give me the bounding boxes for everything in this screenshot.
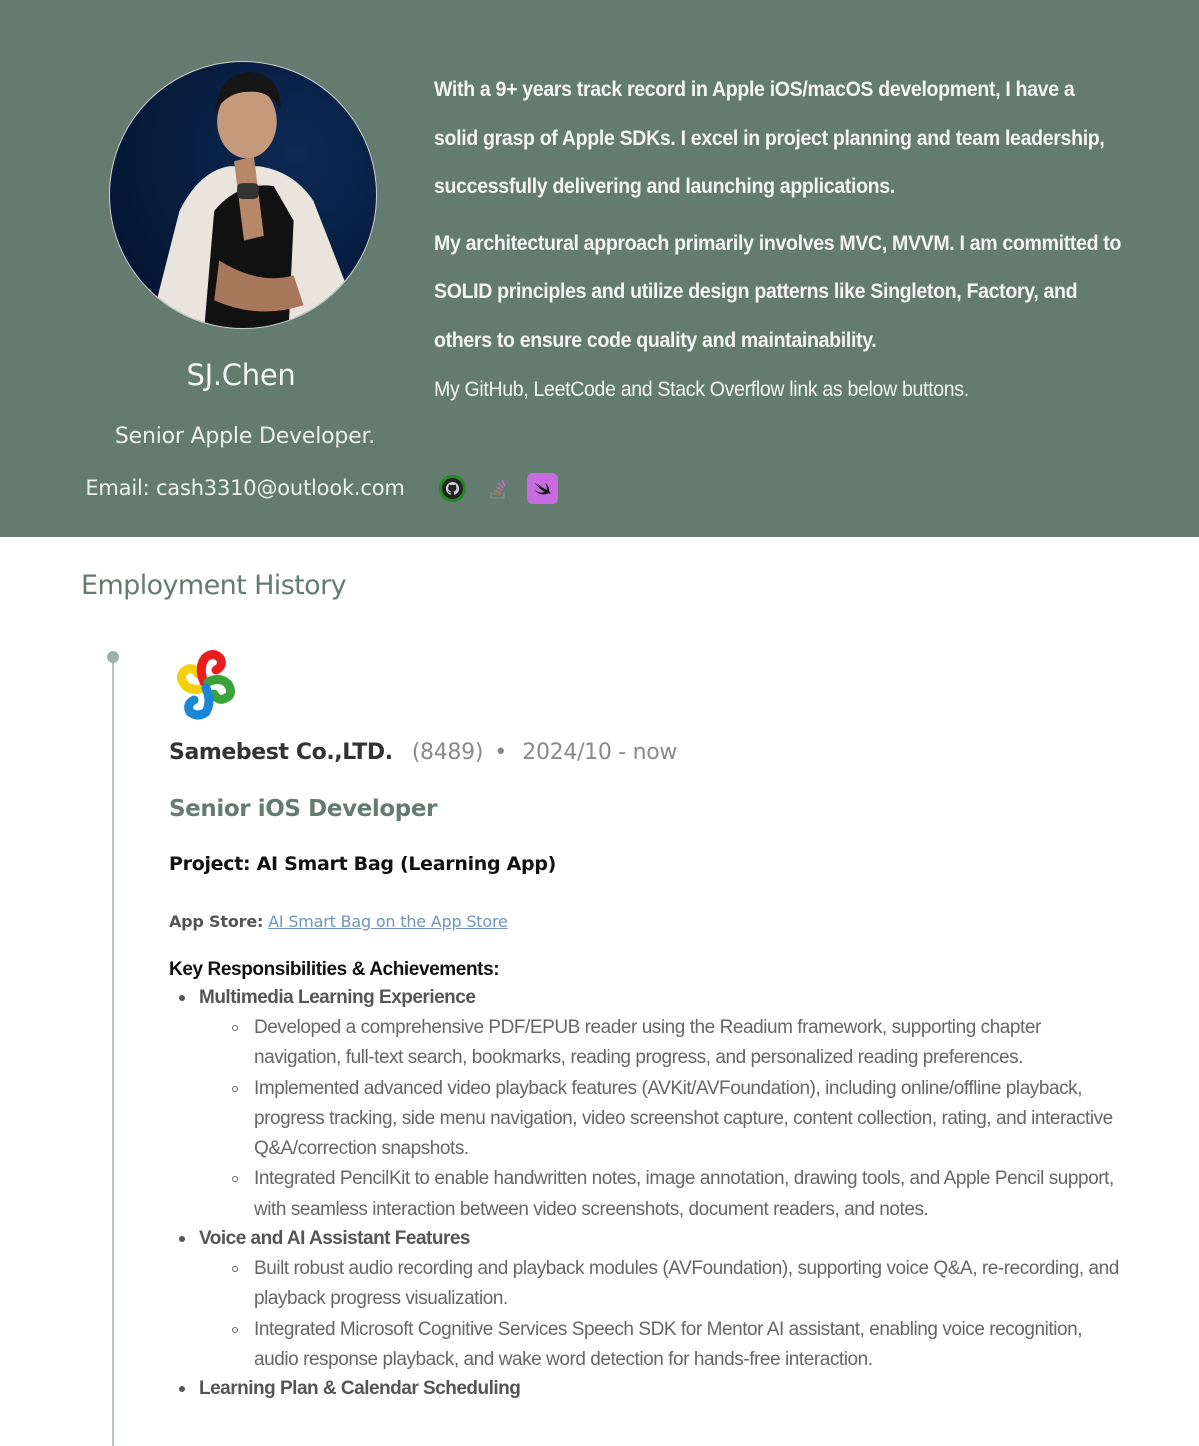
company-code: (8489)	[411, 740, 484, 765]
responsibility-group	[169, 1375, 1129, 1403]
meta-separator: •	[494, 740, 508, 765]
avatar	[109, 61, 377, 329]
list-item: Developed a comprehensive PDF/EPUB reader using the Readium framework, supporting chapter navigation, full-text search, bookmarks, reading progress, and personalized reading preferences.	[254, 1013, 1124, 1074]
profile-role: Senior Apple Developer.	[114, 424, 376, 449]
employment-period: 2024/10 - now	[522, 740, 678, 765]
swift-button[interactable]	[527, 473, 558, 504]
app-store-row	[169, 912, 508, 931]
group-label: Learning Plan & Calendar Scheduling	[199, 1378, 521, 1400]
job-title: Senior iOS Developer	[169, 796, 437, 822]
profile-photo	[110, 62, 376, 328]
profile-email	[80, 476, 410, 500]
social-links	[437, 473, 558, 504]
responsibility-group	[169, 1225, 1129, 1375]
stackoverflow-icon	[486, 477, 510, 501]
company-name: Samebest Co.,LTD.	[169, 740, 393, 765]
list-item: Built robust audio recording and playback modules (AVFoundation), supporting voice Q&A, re-recording, and playback progress visualization.	[254, 1254, 1124, 1315]
profile-name: SJ.Chen	[186, 358, 296, 392]
list-item: Integrated PencilKit to enable handwritten notes, image annotation, drawing tools, and Apple Pencil support, with seamless interaction between video screenshots, document readers, and notes.	[254, 1164, 1124, 1225]
app-store-label: App Store:	[169, 912, 264, 931]
section-title-employment: Employment History	[81, 570, 346, 601]
group-items	[199, 1254, 1129, 1375]
group-label: Voice and AI Assistant Features	[199, 1228, 470, 1250]
bio-paragraph: My architectural approach primarily involves MVC, MVVM. I am committed to SOLID principles and utilize design patterns like Singleton, Factory, and others to ensure code quality and maintainability.	[434, 231, 1122, 352]
list-item: Integrated Microsoft Cognitive Services Speech SDK for Mentor AI assistant, enabling voice recognition, audio response playback, and wake word detection for hands-free interaction.	[254, 1315, 1124, 1376]
project-title: Project: AI Smart Bag (Learning App)	[169, 853, 557, 875]
timeline-dot	[107, 651, 119, 663]
responsibilities-title: Key Responsibilities & Achievements:	[169, 959, 500, 980]
bio	[434, 66, 1124, 405]
timeline-line	[112, 657, 114, 1446]
stackoverflow-button[interactable]	[482, 473, 513, 504]
responsibility-group	[169, 984, 1129, 1225]
app-store-link[interactable]: AI Smart Bag on the App Store	[268, 912, 508, 931]
group-label: Multimedia Learning Experience	[199, 987, 476, 1008]
github-icon	[439, 475, 466, 502]
swift-icon	[527, 473, 558, 504]
email-text: Email: cash3310@outlook.com	[85, 476, 405, 500]
links-note: My GitHub, LeetCode and Stack Overflow link as below buttons.	[434, 378, 969, 401]
list-item: Implemented advanced video playback features (AVKit/AVFoundation), including online/offline playback, progress tracking, side menu navigation, video screenshot capture, content collection, rating, and interactive Q&A/correction snapshots.	[254, 1074, 1124, 1165]
github-button[interactable]	[437, 473, 468, 504]
bio-paragraph: With a 9+ years track record in Apple iOS/macOS development, I have a solid grasp of Apple SDKs. I excel in project planning and team leadership, successfully delivering and launching applications.	[434, 78, 1105, 198]
responsibilities-list	[169, 984, 1129, 1403]
group-items	[199, 1013, 1129, 1225]
profile-header	[0, 0, 1199, 537]
company-logo	[168, 648, 242, 722]
company-row	[169, 740, 677, 765]
